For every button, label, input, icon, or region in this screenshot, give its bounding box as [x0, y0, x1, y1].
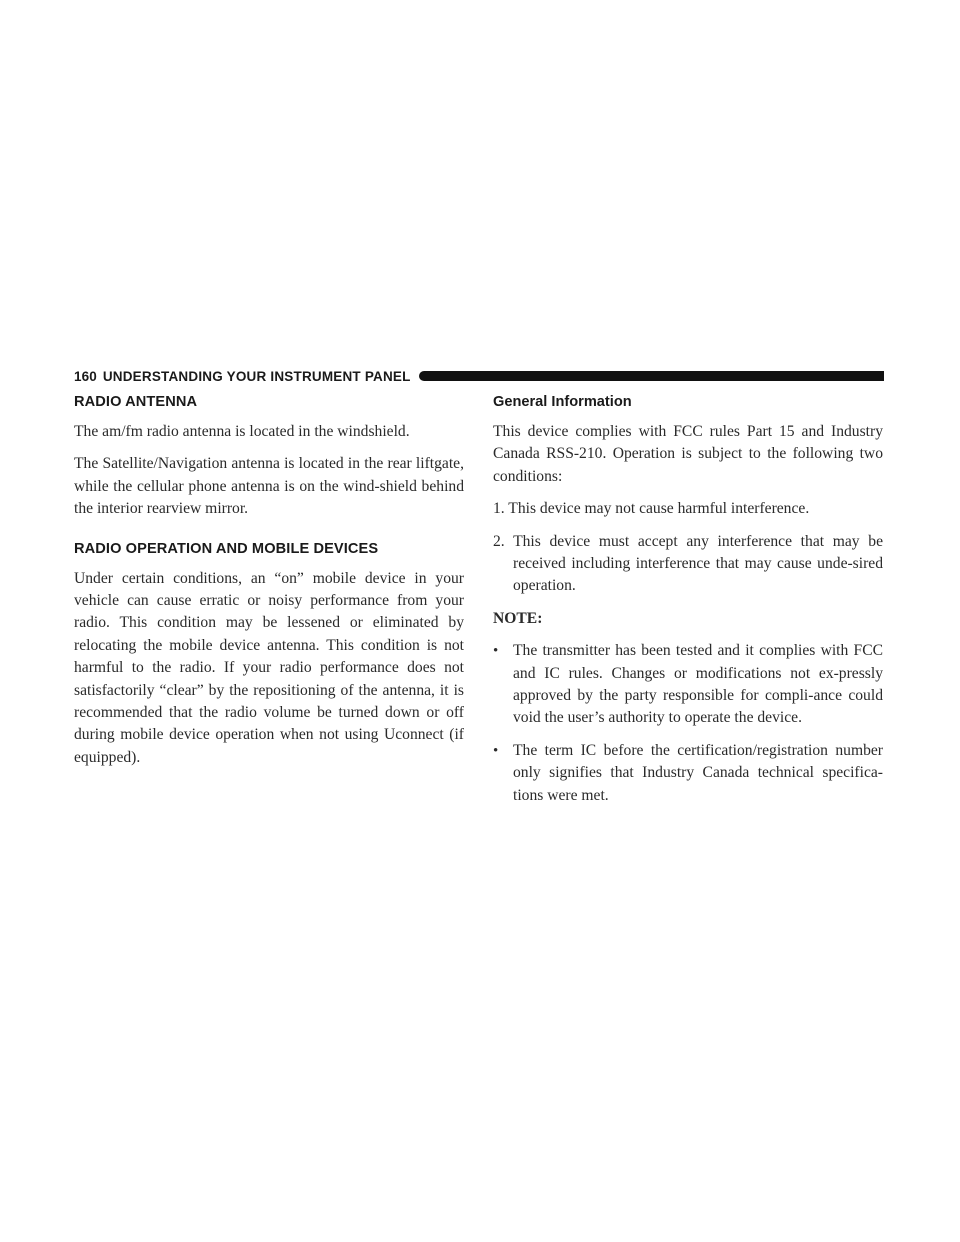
general-info-intro: This device complies with FCC rules Part 15 and Industry Canada RSS-210. Operation is subject to the following two conditions:	[493, 423, 883, 485]
note-label: NOTE:	[493, 609, 543, 627]
radio-antenna-para-1: The am/fm radio antenna is located in the windshield.	[74, 423, 410, 440]
radio-operation-para-1: Under certain conditions, an “on” mobile device in your vehicle can cause erratic or noisy performance from your radio. This condition may be lessened or eliminated by relocating the mobile device antenna. This condition is not harmful to the radio. If your radio performance does not satisfactorily “clear” by the repositioning of the antenna, it is recommended that the radio volume be turned down or off during mobile device operation when not using Uconnect (if equipped).	[74, 569, 464, 766]
note-bullet-2-text: The term IC before the certification/registration number only signifies that Industry Canada technical specifica-tions were met.	[513, 741, 883, 804]
bullet-icon: •	[493, 742, 499, 759]
page-header	[74, 366, 884, 386]
heading-general-information: General Information	[493, 394, 632, 410]
bullet-icon: •	[493, 643, 499, 660]
header-rule	[419, 371, 884, 381]
chapter-title: UNDERSTANDING YOUR INSTRUMENT PANEL	[102, 368, 411, 384]
condition-item-1: 1. This device may not cause harmful interference.	[493, 500, 810, 518]
heading-radio-antenna: RADIO ANTENNA	[74, 394, 198, 410]
radio-antenna-para-2: The Satellite/Navigation antenna is located in the rear liftgate, while the cellular phone antenna is on the wind-shield behind the interior rearview mirror.	[74, 455, 464, 518]
condition-item-2: 2. This device must accept any interference that may be received including interference that may cause unde-sired operation.	[493, 532, 883, 595]
note-bullet-2	[493, 740, 883, 807]
right-column	[493, 392, 883, 817]
left-column	[74, 392, 464, 779]
note-bullet-1	[493, 640, 883, 730]
page-number: 160	[74, 368, 97, 384]
heading-radio-operation: RADIO OPERATION AND MOBILE DEVICES	[74, 540, 379, 557]
note-bullet-1-text: The transmitter has been tested and it complies with FCC and IC rules. Changes or modifications not ex-pressly approved by the party responsible for compli-ance could void the user’s authority to operate the device.	[513, 642, 883, 727]
